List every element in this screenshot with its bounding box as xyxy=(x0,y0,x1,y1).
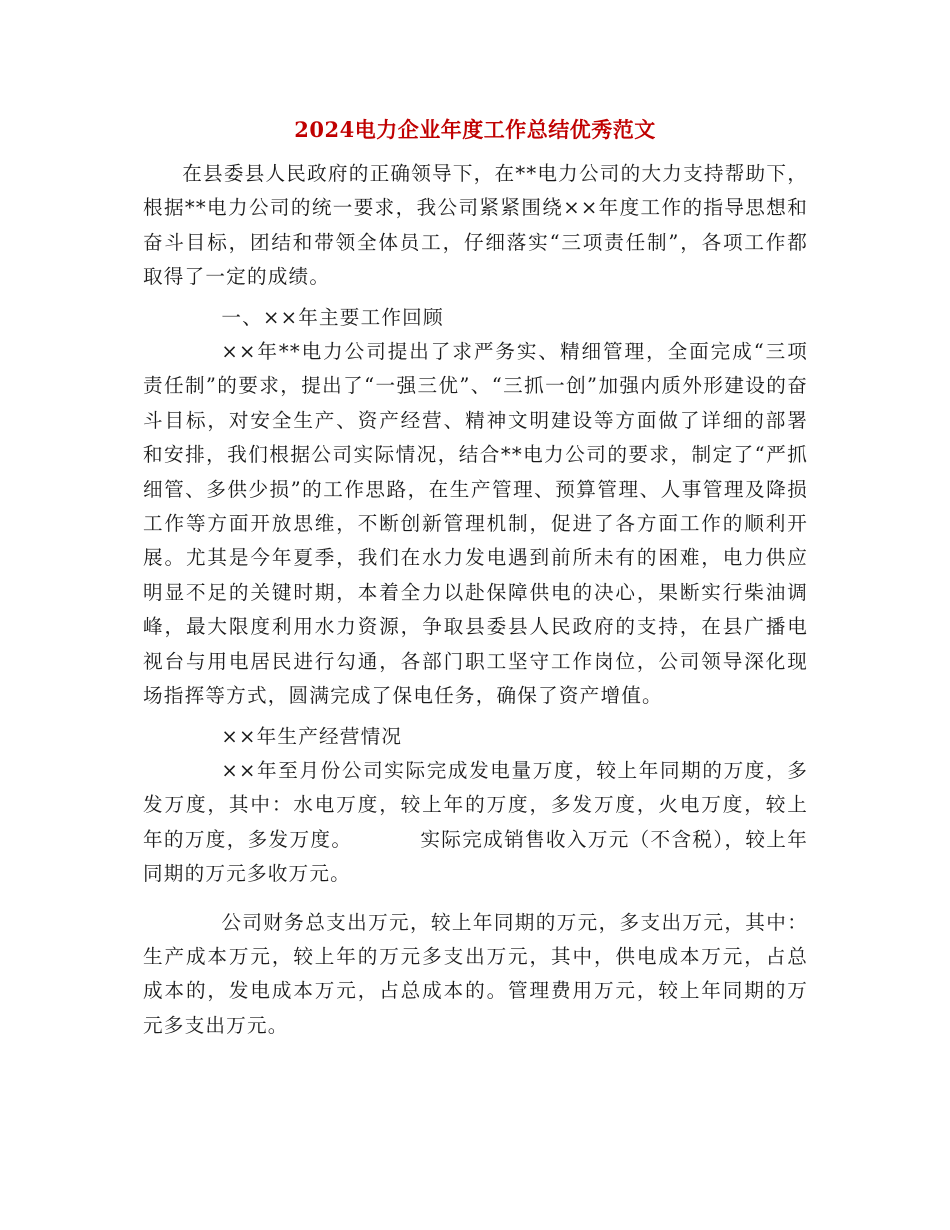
production-paragraph xyxy=(143,754,808,892)
document-body xyxy=(143,157,808,1043)
document-title: 2024电力企业年度工作总结优秀范文 xyxy=(294,117,656,142)
section-heading-review: 一、××年主要工作回顾 xyxy=(221,305,444,329)
section-heading-production: ××年生产经营情况 xyxy=(221,724,403,748)
sales-text: 实际完成销售收入万元（不含税），较上年同期的万元多收万元。 xyxy=(143,827,809,886)
review-paragraph: ××年**电力公司提出了求严务实、精细管理，全面完成“三项责任制”的要求，提出了“一强三优”、“三抓一创”加强内质外形建设的奋斗目标，对安全生产、资产经营、精神文明建设等方面做了详细的部署和安排，我们根据公司实际情况，结合**电力公司的要求，制定了“严抓细管、多供少损”的工作思路，在生产管理、预算管理、人事管理及降损工作等方面开放思维，不断创新管理机制，促进了各方面工作的顺利开展。尤其是今年夏季，我们在水力发电遇到前所未有的困难，电力供应明显不足的关键时期，本着全力以赴保障供电的决心，果断实行柴油调峰，最大限度利用水力资源，争取县委县人民政府的支持，在县广播电视台与用电居民进行勾通，各部门职工坚守工作岗位，公司领导深化现场指挥等方式，圆满完成了保电任务，确保了资产增值。 xyxy=(143,340,808,708)
intro-paragraph: 在县委县人民政府的正确领导下，在**电力公司的大力支持帮助下，根据**电力公司的统一要求，我公司紧紧围绕××年度工作的指导思想和奋斗目标，团结和带领全体员工，仔细落实“三项责任制”，各项工作都取得了一定的成绩。 xyxy=(143,162,808,289)
finance-paragraph: 公司财务总支出万元，较上年同期的万元，多支出万元，其中：生产成本万元，较上年的万元多支出万元，其中，供电成本万元，占总成本的，发电成本万元，占总成本的。管理费用万元，较上年同期的万元多支出万元。 xyxy=(143,910,808,1037)
generation-text: ××年至月份公司实际完成发电量万度，较上年同期的万度，多发万度，其中：水电万度，较上年的万度，多发万度，火电万度，较上年的万度，多发万度。 xyxy=(143,758,808,851)
